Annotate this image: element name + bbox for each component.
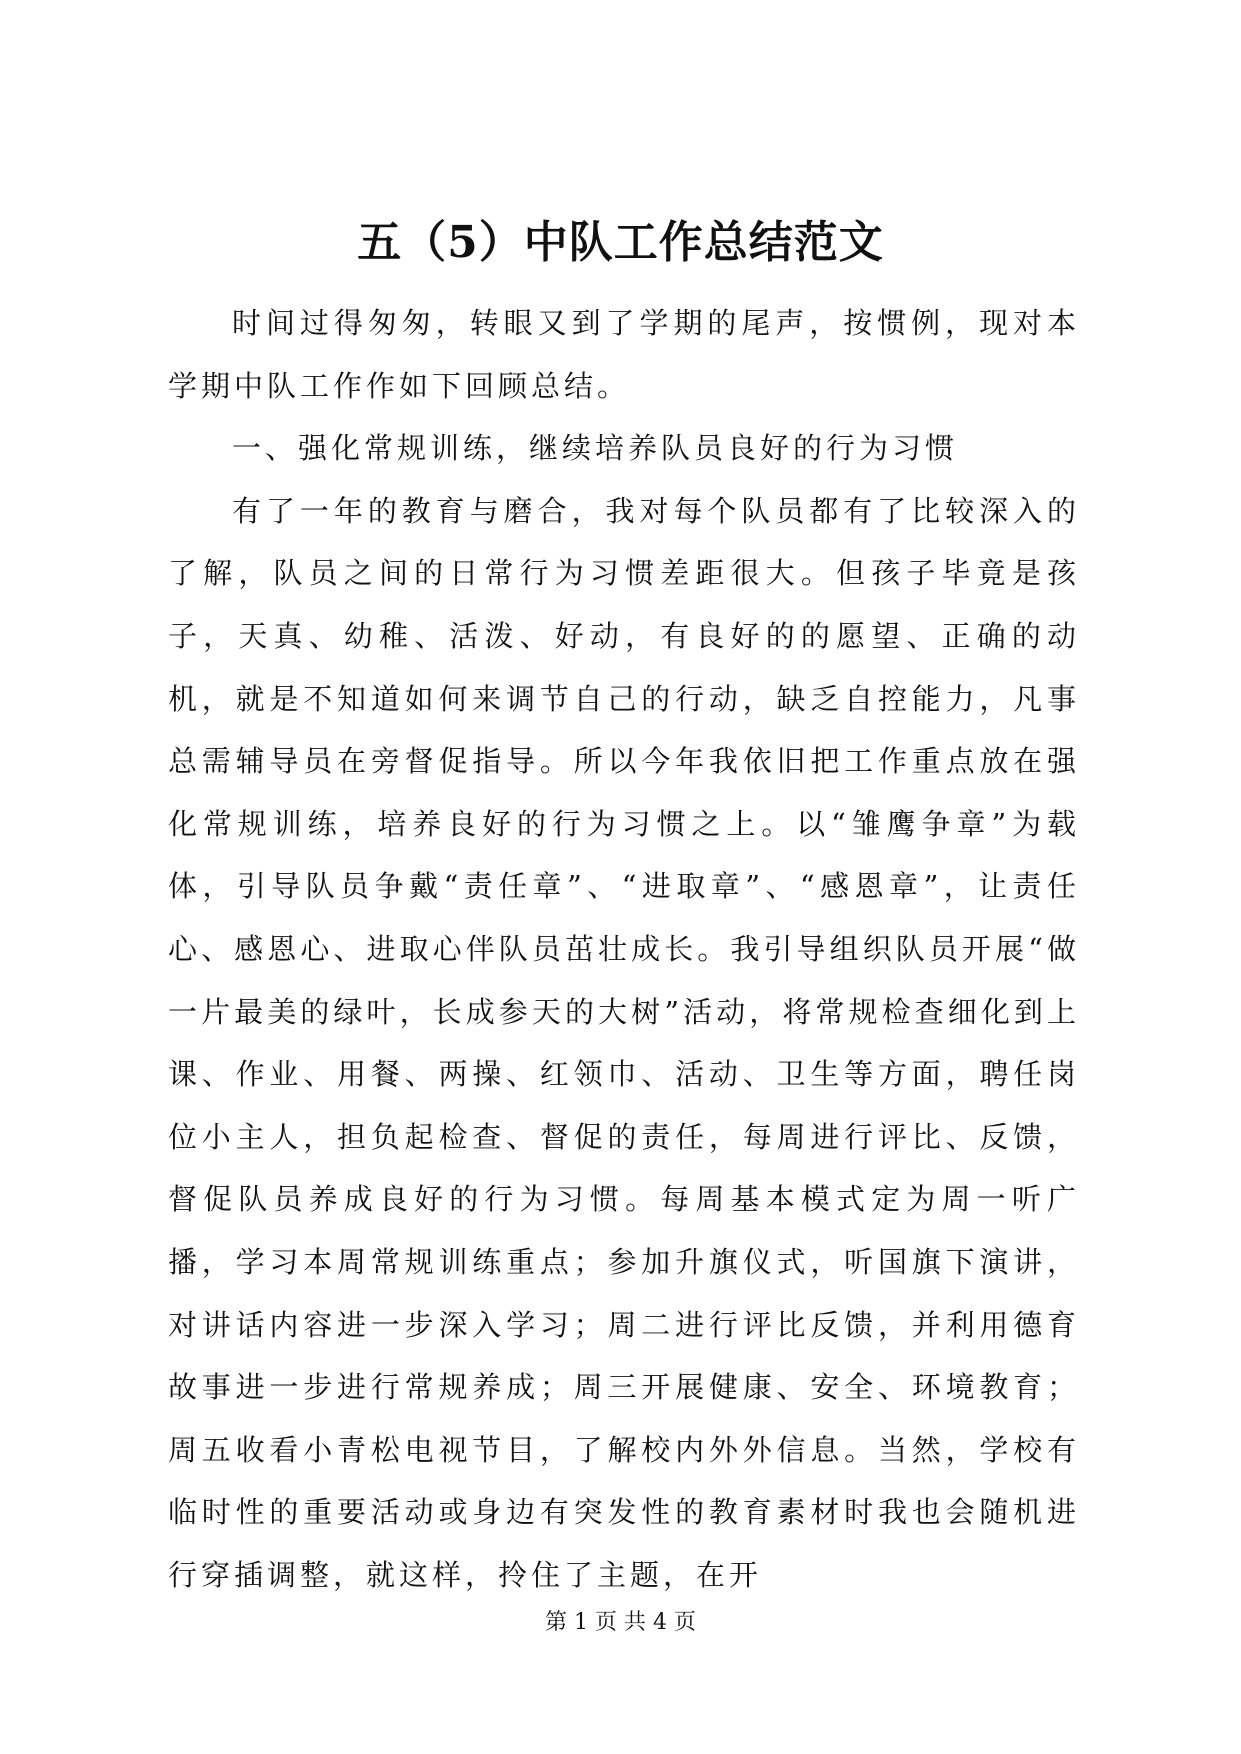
document-title: 五（5）中队工作总结范文 bbox=[357, 217, 884, 268]
intro-paragraph: 时间过得匆匆，转眼又到了学期的尾声，按惯例，现对本学期中队工作作如下回顾总结。 bbox=[168, 306, 1080, 403]
section-heading: 一、强化常规训练，继续培养队员良好的行为习惯 bbox=[232, 431, 959, 466]
page-footer: 第 1 页 共 4 页 bbox=[545, 1610, 696, 1635]
document-body bbox=[168, 292, 1080, 1606]
body-paragraph: 有了一年的教育与磨合，我对每个队员都有了比较深入的了解，队员之间的日常行为习惯差距很大。但孩子毕竟是孩子，天真、幼稚、活泼、好动，有良好的的愿望、正确的动机，就是不知道如何来调节自己的行动，缺乏自控能力，凡事总需辅导员在旁督促指导。所以今年我依旧把工作重点放在强化常规训练，培养良好的行为习惯之上。以“雏鹰争章”为载体，引导队员争戴“责任章”、“进取章”、“感恩章”，让责任心、感恩心、进取心伴队员茁壮成长。我引导组织队员开展“做一片最美的绿叶，长成参天的大树”活动，将常规检查细化到上课、作业、用餐、两操、红领巾、活动、卫生等方面，聘任岗位小主人，担负起检查、督促的责任，每周进行评比、反馈，督促队员养成良好的行为习惯。每周基本模式定为周一听广播，学习本周常规训练重点；参加升旗仪式，听国旗下演讲，对讲话内容进一步深入学习；周二进行评比反馈，并利用德育故事进一步进行常规养成；周三开展健康、安全、环境教育；周五收看小青松电视节目，了解校内外外信息。当然，学校有临时性的重要活动或身边有突发性的教育素材时我也会随机进行穿插调整，就这样，拎住了主题，在开 bbox=[168, 493, 1080, 1592]
